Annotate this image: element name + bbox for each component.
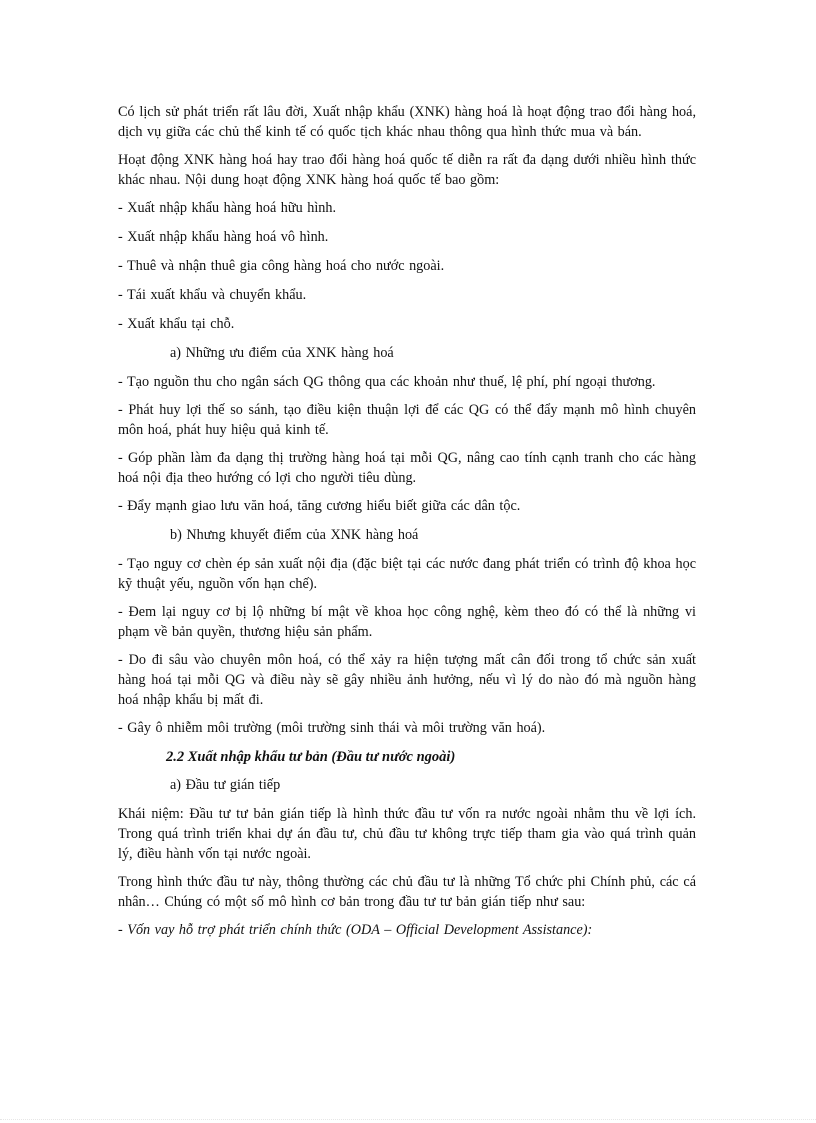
section-heading: 2.2 Xuất nhập khẩu tư bản (Đầu tư nước ngoài) xyxy=(166,749,456,765)
page-bottom-rule xyxy=(0,1119,816,1123)
list-item: - Xuất khẩu tại chỗ. xyxy=(118,316,235,332)
forms-paragraph: Trong hình thức đầu tư này, thông thường các chủ đầu tư là những Tổ chức phi Chính phủ, các cá nhân… Chúng có một số mô hình cơ bản trong đầu tư tư bản gián tiếp như sau: xyxy=(118,874,696,910)
oda-item: - Vốn vay hỗ trợ phát triển chính thức (ODA – Official Development Assistance): xyxy=(118,922,593,938)
advantage-item: - Phát huy lợi thế so sánh, tạo điều kiện thuận lợi để các QG có thể đẩy mạnh mô hình chuyên môn hoá, phát huy hiệu quả kinh tế. xyxy=(118,402,696,438)
disadvantage-item: - Do đi sâu vào chuyên môn hoá, có thể xảy ra hiện tượng mất cân đối trong tổ chức sản xuất hàng hoá tại mỗi QG và điều này sẽ gây nhiều ảnh hưởng, nếu vì lý do nào đó mà nguồn hàng hoá nhập khẩu bị mất đi. xyxy=(118,652,696,708)
activities-paragraph: Hoạt động XNK hàng hoá hay trao đổi hàng hoá quốc tế diễn ra rất đa dạng dưới nhiều hình thức khác nhau. Nội dung hoạt động XNK hàng hoá quốc tế bao gồm: xyxy=(118,152,696,188)
advantage-item: - Tạo nguồn thu cho ngân sách QG thông qua các khoản như thuế, lệ phí, phí ngoại thương. xyxy=(118,374,656,390)
advantages-title: a) Những ưu điểm của XNK hàng hoá xyxy=(170,345,394,361)
list-item: - Tái xuất khẩu và chuyển khẩu. xyxy=(118,287,307,303)
disadvantage-item: - Tạo nguy cơ chèn ép sản xuất nội địa (đặc biệt tại các nước đang phát triển có trình độ khoa học kỹ thuật yếu, nguồn vốn hạn chế). xyxy=(118,556,696,592)
advantage-item: - Đẩy mạnh giao lưu văn hoá, tăng cương hiểu biết giữa các dân tộc. xyxy=(118,498,521,514)
subsection-title: a) Đầu tư gián tiếp xyxy=(170,777,281,793)
list-item: - Thuê và nhận thuê gia công hàng hoá cho nước ngoài. xyxy=(118,258,445,274)
disadvantage-item: - Gây ô nhiễm môi trường (môi trường sinh thái và môi trường văn hoá). xyxy=(118,720,546,736)
advantage-item: - Góp phần làm đa dạng thị trường hàng hoá tại mỗi QG, nâng cao tính cạnh tranh cho các hàng hoá nội địa theo hướng có lợi cho người tiêu dùng. xyxy=(118,450,696,486)
list-item: - Xuất nhập khẩu hàng hoá vô hình. xyxy=(118,229,329,245)
disadvantage-item: - Đem lại nguy cơ bị lộ những bí mật về khoa học công nghệ, kèm theo đó có thể là những vi phạm về bản quyền, thương hiệu sản phẩm. xyxy=(118,604,696,640)
list-item: - Xuất nhập khẩu hàng hoá hữu hình. xyxy=(118,200,336,216)
intro-paragraph: Có lịch sử phát triển rất lâu đời, Xuất nhập khẩu (XNK) hàng hoá là hoạt động trao đổi hàng hoá, dịch vụ giữa các chủ thể kinh tế có quốc tịch khác nhau thông qua hình thức mua và bán. xyxy=(118,104,696,140)
disadvantages-title: b) Nhưng khuyết điểm của XNK hàng hoá xyxy=(170,527,419,543)
concept-paragraph: Khái niệm: Đầu tư tư bản gián tiếp là hình thức đầu tư vốn ra nước ngoài nhằm thu về lợi ích. Trong quá trình triển khai dự án đầu tư, chủ đầu tư không trực tiếp tham gia vào quá trình quản lý, điều hành vốn tại nước ngoài. xyxy=(118,806,696,862)
